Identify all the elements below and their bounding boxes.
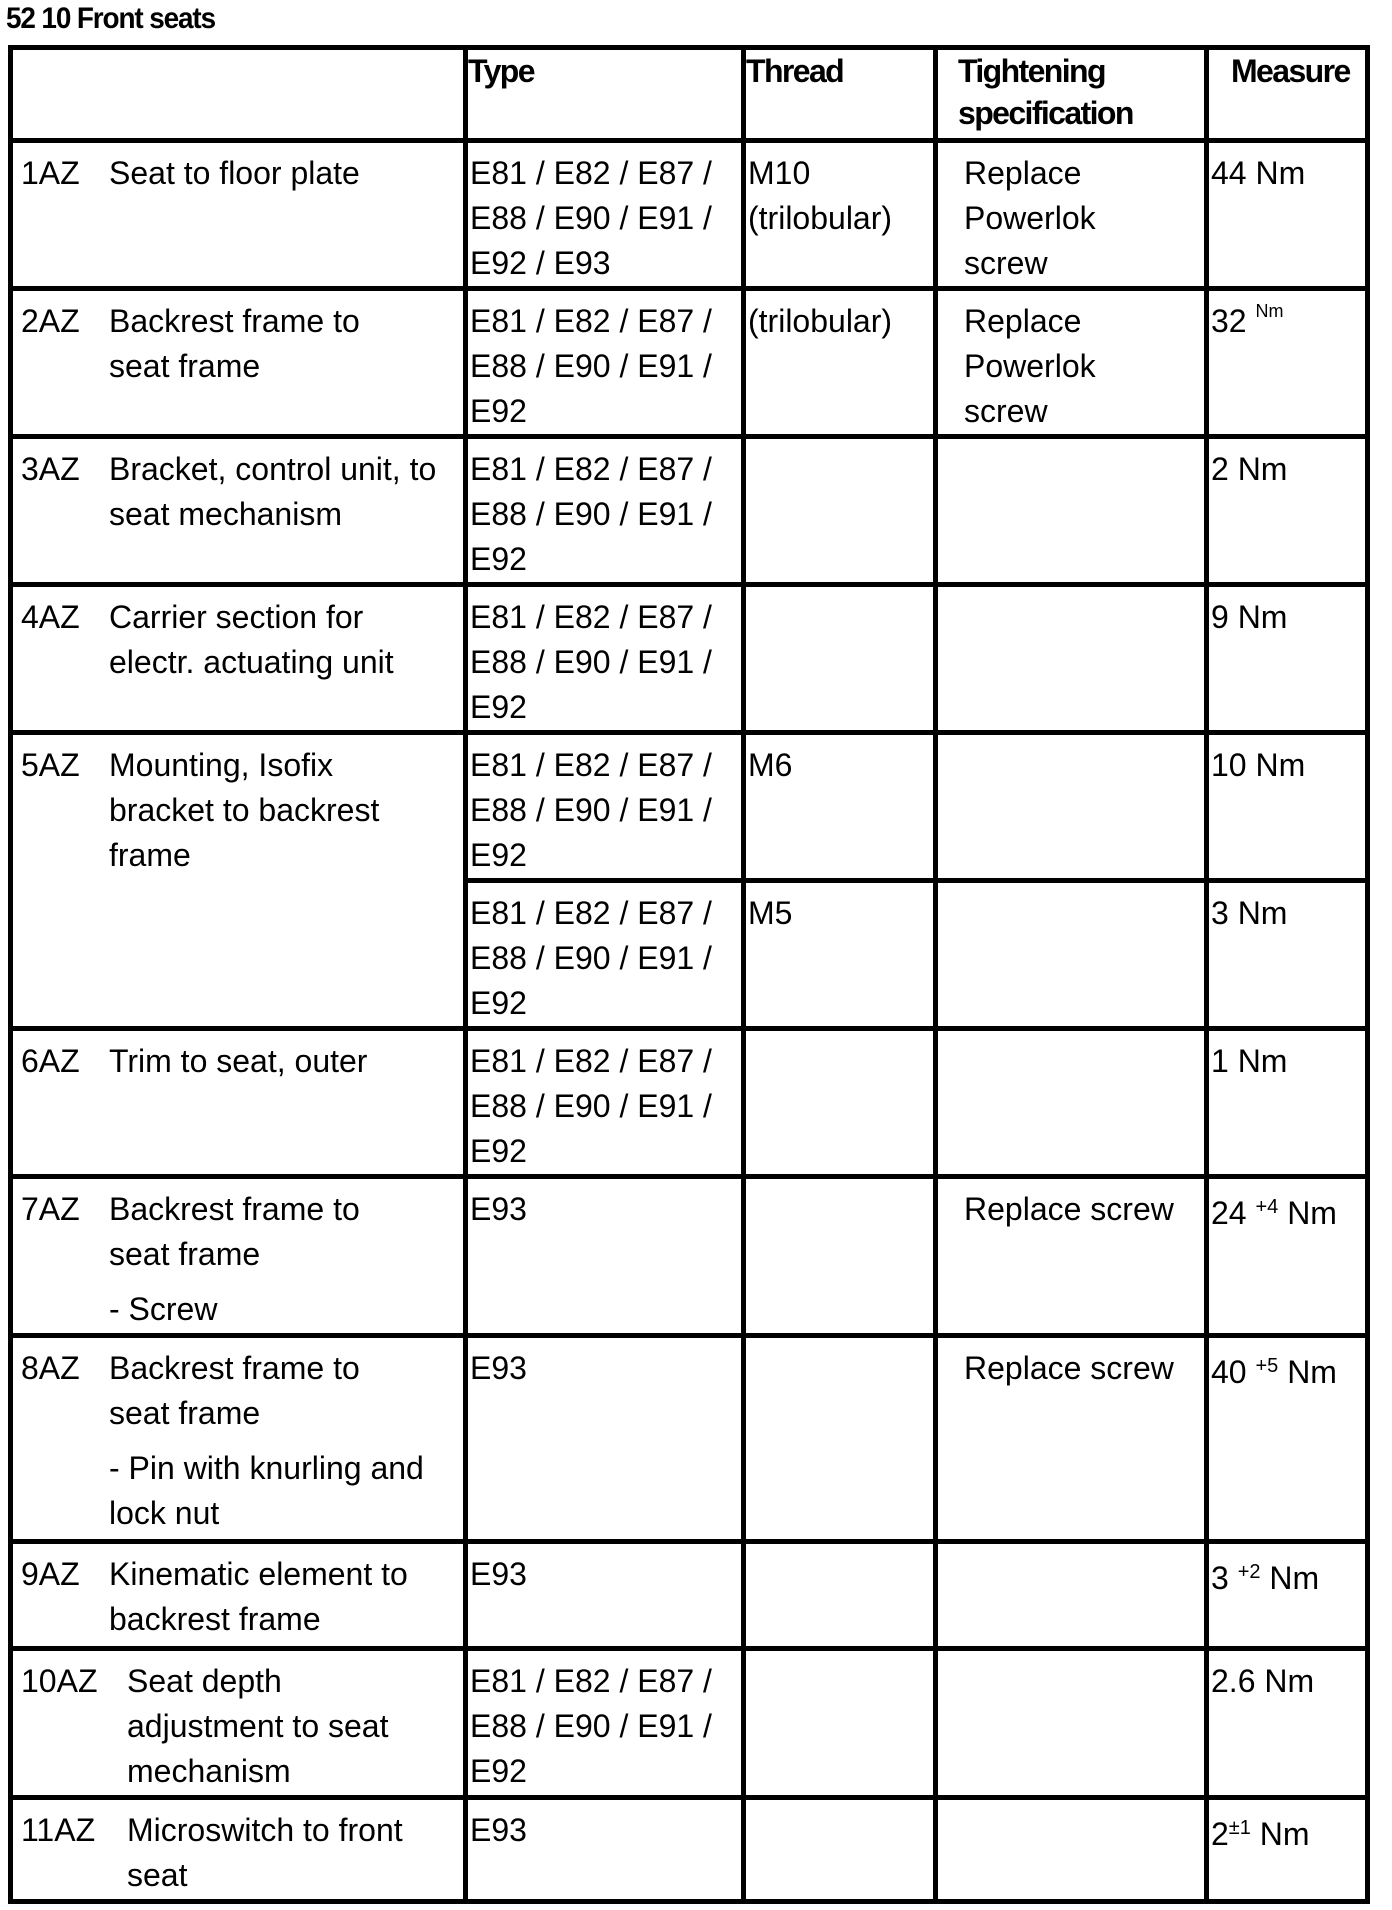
table-row xyxy=(11,733,1368,881)
measure-cell xyxy=(1207,1177,1368,1336)
header-type: Type xyxy=(466,48,744,141)
table-row xyxy=(11,289,1368,437)
item-description: Kinematic element to backrest frame xyxy=(109,1556,408,1637)
thread-value xyxy=(746,1338,933,1346)
type-cell xyxy=(466,289,744,437)
item-description-sub: - Pin with knurling and lock nut xyxy=(109,1450,424,1531)
item-code: 11AZ xyxy=(21,1812,96,1848)
description-cell xyxy=(11,437,466,585)
tightening-value xyxy=(938,735,1204,743)
description-cell xyxy=(11,141,466,289)
item-code: 1AZ xyxy=(21,155,80,191)
measure-cell xyxy=(1207,1798,1368,1902)
measure-value: 44 Nm xyxy=(1211,155,1306,191)
item-description: Backrest frame to seat frame xyxy=(109,1191,360,1272)
description-cell xyxy=(11,1029,466,1177)
table-row xyxy=(11,1177,1368,1336)
type-value: E93 xyxy=(470,1556,527,1592)
measure-cell xyxy=(1207,733,1368,881)
item-code: 10AZ xyxy=(21,1663,98,1699)
item-code: 6AZ xyxy=(21,1043,80,1079)
measure-cell xyxy=(1207,437,1368,585)
thread-value: M5 xyxy=(748,895,793,931)
thread-value xyxy=(746,1544,933,1552)
type-cell xyxy=(466,585,744,733)
tightening-value xyxy=(938,1031,1204,1039)
type-cell xyxy=(466,881,744,1029)
measure-value: 3 Nm xyxy=(1211,895,1288,931)
thread-value xyxy=(746,1651,933,1659)
thread-cell xyxy=(744,437,936,585)
description-cell xyxy=(11,585,466,733)
tightening-value: Replace Powerlok screw xyxy=(964,155,1096,281)
item-description: Mounting, Isofix bracket to backrest frame xyxy=(109,747,380,873)
thread-value xyxy=(746,587,933,595)
item-code: 3AZ xyxy=(21,451,80,487)
tightening-value xyxy=(938,1800,1204,1808)
thread-cell xyxy=(744,289,936,437)
type-value: E81 / E82 / E87 / E88 / E90 / E91 / E92 / E93 xyxy=(470,155,712,281)
measure-value: 24 $^{+4}$ Nm xyxy=(1211,1195,1337,1231)
thread-value xyxy=(746,1179,933,1187)
tightening-cell xyxy=(936,437,1207,585)
type-value: E81 / E82 / E87 / E88 / E90 / E91 / E92 xyxy=(470,451,712,577)
thread-value xyxy=(746,1031,933,1039)
description-cell xyxy=(11,733,466,1029)
type-cell xyxy=(466,733,744,881)
page-title: 52 10 Front seats xyxy=(6,2,215,35)
thread-cell xyxy=(744,1336,936,1542)
thread-cell xyxy=(744,1029,936,1177)
item-description: Trim to seat, outer xyxy=(109,1043,368,1079)
type-value: E81 / E82 / E87 / E88 / E90 / E91 / E92 xyxy=(470,895,712,1021)
item-description: Bracket, control unit, to seat mechanism xyxy=(109,451,437,532)
measure-cell xyxy=(1207,1649,1368,1798)
thread-value xyxy=(746,439,933,447)
type-value: E93 xyxy=(470,1350,527,1386)
description-cell xyxy=(11,1798,466,1902)
item-description: Carrier section for electr. actuating unit xyxy=(109,599,394,680)
item-code: 2AZ xyxy=(21,303,80,339)
item-code: 5AZ xyxy=(21,747,80,783)
tightening-value xyxy=(938,1651,1204,1659)
tightening-cell xyxy=(936,1336,1207,1542)
type-cell xyxy=(466,437,744,585)
table-row xyxy=(11,1649,1368,1798)
item-code: 7AZ xyxy=(21,1191,80,1227)
type-value: E81 / E82 / E87 / E88 / E90 / E91 / E92 xyxy=(470,747,712,873)
header-thread: Thread xyxy=(744,48,936,141)
description-cell xyxy=(11,1177,466,1336)
tightening-cell xyxy=(936,733,1207,881)
measure-value: 40 $^{+5}$ Nm xyxy=(1211,1354,1337,1390)
thread-cell xyxy=(744,141,936,289)
item-code: 4AZ xyxy=(21,599,80,635)
thread-cell xyxy=(744,1177,936,1336)
table-row xyxy=(11,1798,1368,1902)
header-description xyxy=(11,48,466,141)
type-value: E81 / E82 / E87 / E88 / E90 / E91 / E92 xyxy=(470,303,712,429)
type-cell xyxy=(466,1798,744,1902)
type-cell xyxy=(466,1542,744,1649)
tightening-cell xyxy=(936,1798,1207,1902)
tightening-cell xyxy=(936,585,1207,733)
measure-cell xyxy=(1207,1336,1368,1542)
tightening-cell xyxy=(936,289,1207,437)
type-value: E81 / E82 / E87 / E88 / E90 / E91 / E92 xyxy=(470,1663,712,1789)
tightening-value xyxy=(938,439,1204,447)
measure-value: 10 Nm xyxy=(1211,747,1306,783)
measure-value: 2.6 Nm xyxy=(1211,1663,1315,1699)
type-cell xyxy=(466,1029,744,1177)
type-cell xyxy=(466,1177,744,1336)
type-value: E81 / E82 / E87 / E88 / E90 / E91 / E92 xyxy=(470,599,712,725)
measure-cell xyxy=(1207,1542,1368,1649)
description-cell xyxy=(11,1542,466,1649)
thread-value: M6 xyxy=(748,747,793,783)
table-row xyxy=(11,585,1368,733)
thread-cell xyxy=(744,1798,936,1902)
description-cell xyxy=(11,289,466,437)
item-code: 8AZ xyxy=(21,1350,80,1386)
item-description: Seat depth adjustment to seat mechanism xyxy=(127,1663,389,1789)
tightening-cell xyxy=(936,1649,1207,1798)
tightening-value xyxy=(938,1544,1204,1552)
measure-cell xyxy=(1207,1029,1368,1177)
measure-cell xyxy=(1207,289,1368,437)
tightening-value: Replace screw xyxy=(964,1350,1174,1386)
table-header-row xyxy=(11,48,1368,141)
description-cell xyxy=(11,1336,466,1542)
thread-cell xyxy=(744,733,936,881)
item-description: Microswitch to front seat xyxy=(127,1812,403,1893)
header-measure: Measure xyxy=(1207,48,1368,141)
table-row xyxy=(11,141,1368,289)
tightening-value: Replace screw xyxy=(964,1191,1174,1227)
tightening-value xyxy=(938,587,1204,595)
tightening-cell xyxy=(936,881,1207,1029)
thread-cell xyxy=(744,881,936,1029)
thread-value: (trilobular) xyxy=(748,303,893,339)
table-row xyxy=(11,1336,1368,1542)
thread-cell xyxy=(744,1649,936,1798)
measure-cell xyxy=(1207,881,1368,1029)
tightening-value: Replace Powerlok screw xyxy=(964,303,1096,429)
thread-value: M10 (trilobular) xyxy=(748,155,893,236)
measure-value: 9 Nm xyxy=(1211,599,1288,635)
table-row xyxy=(11,1029,1368,1177)
tightening-cell xyxy=(936,141,1207,289)
type-cell xyxy=(466,1336,744,1542)
tightening-cell xyxy=(936,1542,1207,1649)
tightening-cell xyxy=(936,1177,1207,1336)
measure-value: $2^{\pm 1}$ Nm xyxy=(1211,1816,1310,1852)
measure-cell xyxy=(1207,141,1368,289)
thread-cell xyxy=(744,1542,936,1649)
table-row xyxy=(11,437,1368,585)
item-code: 9AZ xyxy=(21,1556,80,1592)
table-row xyxy=(11,1542,1368,1649)
header-tightening-specification: Tightening specification xyxy=(936,48,1207,141)
tightening-value xyxy=(938,883,1204,891)
thread-cell xyxy=(744,585,936,733)
measure-value: 2 Nm xyxy=(1211,451,1288,487)
item-description: Seat to floor plate xyxy=(109,155,360,191)
type-value: E93 xyxy=(470,1191,527,1227)
type-value: E93 xyxy=(470,1812,527,1848)
measure-value: 1 Nm xyxy=(1211,1043,1288,1079)
type-value: E81 / E82 / E87 / E88 / E90 / E91 / E92 xyxy=(470,1043,712,1169)
type-cell xyxy=(466,1649,744,1798)
measure-cell xyxy=(1207,585,1368,733)
tightening-cell xyxy=(936,1029,1207,1177)
measure-value: 32 $^{Nm}$ xyxy=(1211,301,1284,339)
type-cell xyxy=(466,141,744,289)
torque-spec-table xyxy=(8,45,1370,1904)
description-cell xyxy=(11,1649,466,1798)
thread-value xyxy=(746,1800,933,1808)
item-description: Backrest frame to seat frame xyxy=(109,303,360,384)
item-description: Backrest frame to seat frame xyxy=(109,1350,360,1431)
measure-value: 3 $^{+2}$ Nm xyxy=(1211,1560,1320,1596)
item-description-sub: - Screw xyxy=(109,1291,218,1327)
